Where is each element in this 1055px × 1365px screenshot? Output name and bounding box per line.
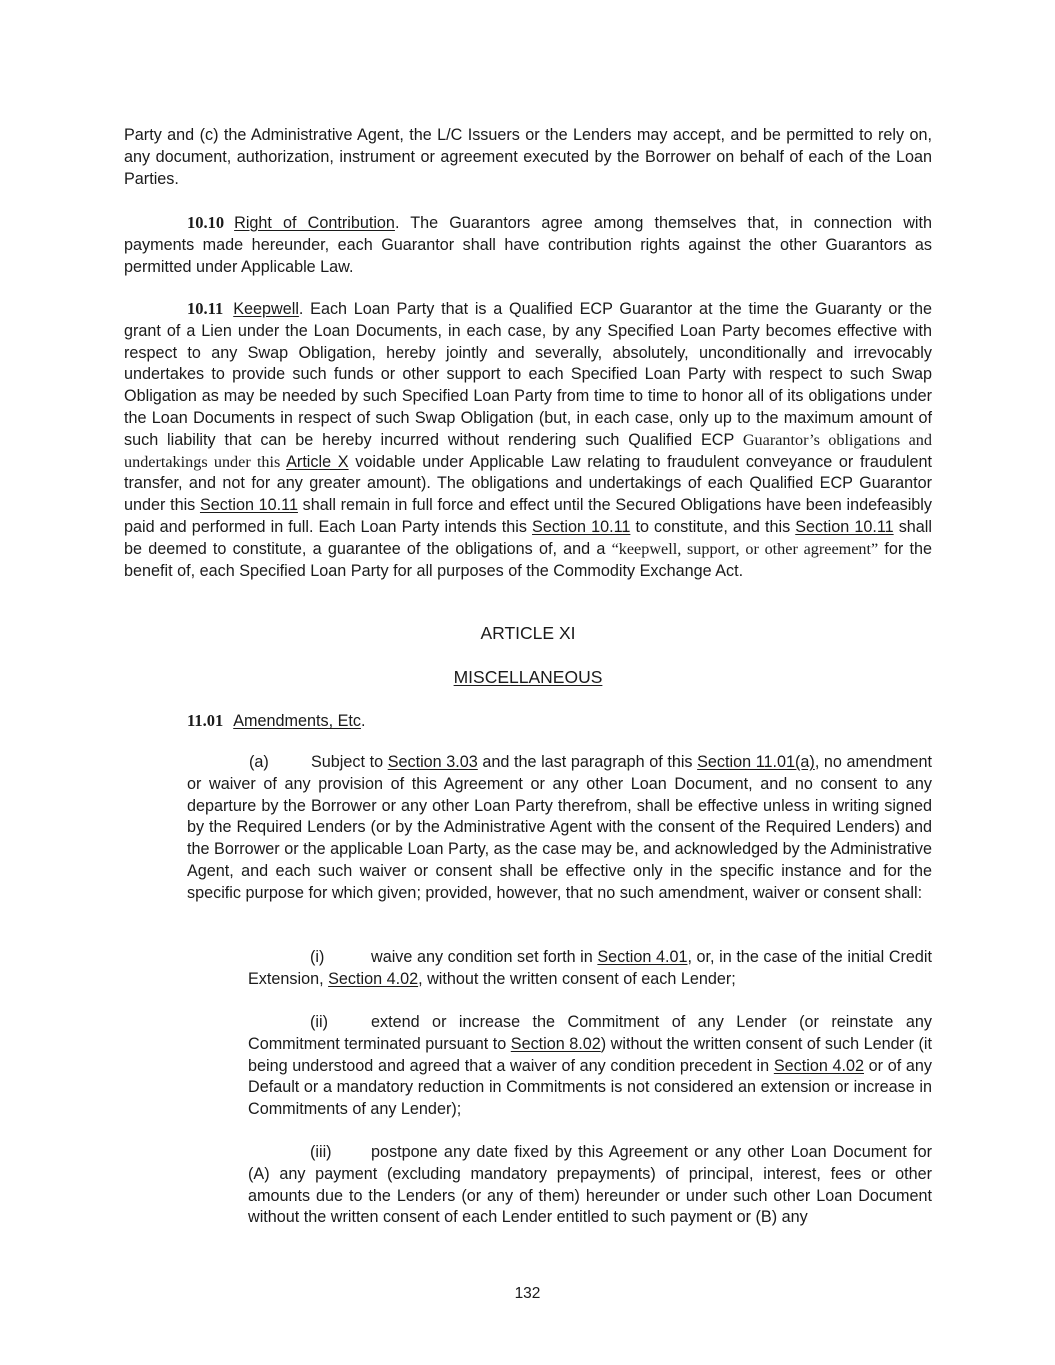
clause-ii xyxy=(248,1012,932,1121)
section-text: . xyxy=(360,712,366,730)
clause-label: (iii) xyxy=(310,1143,332,1161)
clause-a xyxy=(187,752,932,905)
section-text: . The Guarantors agree among themselves that, in connection with payments made hereunder, each Guarantor shall have contribution rights against the other Guarantors as permitted under Applicable Law. xyxy=(124,214,932,276)
clause-text: extend or increase the Commitment of any Lender (or reinstate any Commitment terminated pursuant to xyxy=(248,1013,932,1053)
cross-reference: Section 11.01(a) xyxy=(697,753,815,771)
section-text: shall remain in full force and effect until the Secured Obligations have been indefeasibly paid and performed in full. Each Loan Party intends this xyxy=(124,496,932,536)
section-10-11 xyxy=(124,298,932,582)
section-number: 10.11 xyxy=(187,299,224,318)
clause-text: Subject to xyxy=(311,753,388,771)
section-heading: Keepwell xyxy=(233,300,299,318)
clause-i xyxy=(248,947,932,991)
section-number: 10.10 xyxy=(187,213,225,232)
cross-reference: Section 3.03 xyxy=(387,753,478,771)
clause-label: (i) xyxy=(310,948,325,966)
section-text: . Each Loan Party that is a Qualified ECP Guarantor at the time the Guaranty or the grant of a Lien under the Loan Documents, in each case, by any Specified Loan Party becomes effective with respect to any Swap Obligation, hereby jointly and severally, absolutely, unconditionally and irrevocably undertakes to provide such funds or other support to each Specified Loan Party with respect to such Swap Obligation as may be needed by such Specified Loan Party from time to time to honor all of its obligations under the Loan Documents in respect of such Swap Obligation (but, in each case, only up to the maximum amount of such liability that can be hereby incurred without rendering such Qualified ECP xyxy=(124,300,932,449)
cross-reference: Section 4.02 xyxy=(773,1056,864,1075)
section-text: to constitute, and this xyxy=(630,517,796,536)
cross-reference: Section 8.02 xyxy=(510,1034,601,1053)
article-title xyxy=(124,667,932,689)
clause-label: (a) xyxy=(249,753,269,771)
clause-text: waive any condition set forth in xyxy=(371,948,598,966)
section-number: 11.01 xyxy=(187,711,224,730)
section-text: shall be deemed to constitute, a guarantee of the obligations of, and a xyxy=(124,517,932,558)
section-heading: Right of Contribution xyxy=(234,214,395,232)
clause-text: postpone any date fixed by this Agreement or any other Loan Document for (A) any payment (excluding mandatory prepayments) of principal, interest, fees or other amounts due to the Lenders (or any of them) hereunder or under such other Loan Document without the written consent of each Lender entitled to such payment or (B) any xyxy=(248,1143,932,1227)
section-11-01 xyxy=(187,710,932,733)
cross-reference: Section 10.11 xyxy=(795,517,894,536)
cross-reference: Section 4.02 xyxy=(328,969,419,988)
section-heading: Amendments, Etc xyxy=(233,712,361,730)
clause-text: , without the written consent of each Lender; xyxy=(418,969,736,988)
clause-text: and the last paragraph of this xyxy=(477,753,698,771)
section-text: “keepwell, support, or other agreement” xyxy=(611,539,879,558)
clause-label: (ii) xyxy=(310,1013,328,1031)
clause-text: , no amendment or waiver of any provision of this Agreement or any other Loan Document, and no consent to any departure by the Borrower or any other Loan Party therefrom, shall be effective unless in writing signed by the Required Lenders (or by the Administrative Agent with the consent of the Required Lenders) and the Borrower or the applicable Loan Party, as the case may be, and acknowledged by the Administrative Agent, and each such waiver or consent shall be effective only in the specific instance and for the specific purpose for which given; provided, however, that no such amendment, waiver or consent shall: xyxy=(187,753,932,902)
cross-reference: Article X xyxy=(286,452,349,471)
section-text: voidable under Applicable Law relating to fraudulent conveyance or fraudulent transfer, and not for any greater amount). The obligations and undertakings of each Qualified ECP Guarantor under this xyxy=(124,452,932,515)
section-10-10 xyxy=(124,212,932,278)
article-title-text: MISCELLANEOUS xyxy=(453,667,603,687)
page-number: 132 xyxy=(514,1285,541,1302)
intro-paragraph xyxy=(124,125,932,190)
clause-iii xyxy=(248,1142,932,1229)
clause-text: or of any Default or a mandatory reduction in Commitments is not considered an extension or increase in Commitments of any Lender); xyxy=(248,1056,932,1119)
cross-reference: Section 10.11 xyxy=(199,496,298,515)
clause-text: ) without the written consent of such Lender (it being understood and agreed that a waiver of any condition precedent in xyxy=(248,1034,932,1075)
article-number: ARTICLE XI xyxy=(480,623,576,643)
intro-text: Party and (c) the Administrative Agent, the L/C Issuers or the Lenders may accept, and be permitted to rely on, any document, authorization, instrument or agreement executed by the Borrower on behalf of each of the Loan Parties. xyxy=(124,126,932,188)
section-text: Guarantor’s obligations and undertakings under this xyxy=(124,430,932,471)
clause-text: , or, in the case of the initial Credit Extension, xyxy=(248,948,932,988)
cross-reference: Section 4.01 xyxy=(597,948,688,966)
section-text: for the benefit of, each Specified Loan Party for all purposes of the Commodity Exchange Act. xyxy=(124,539,933,580)
cross-reference: Section 10.11 xyxy=(532,517,631,536)
